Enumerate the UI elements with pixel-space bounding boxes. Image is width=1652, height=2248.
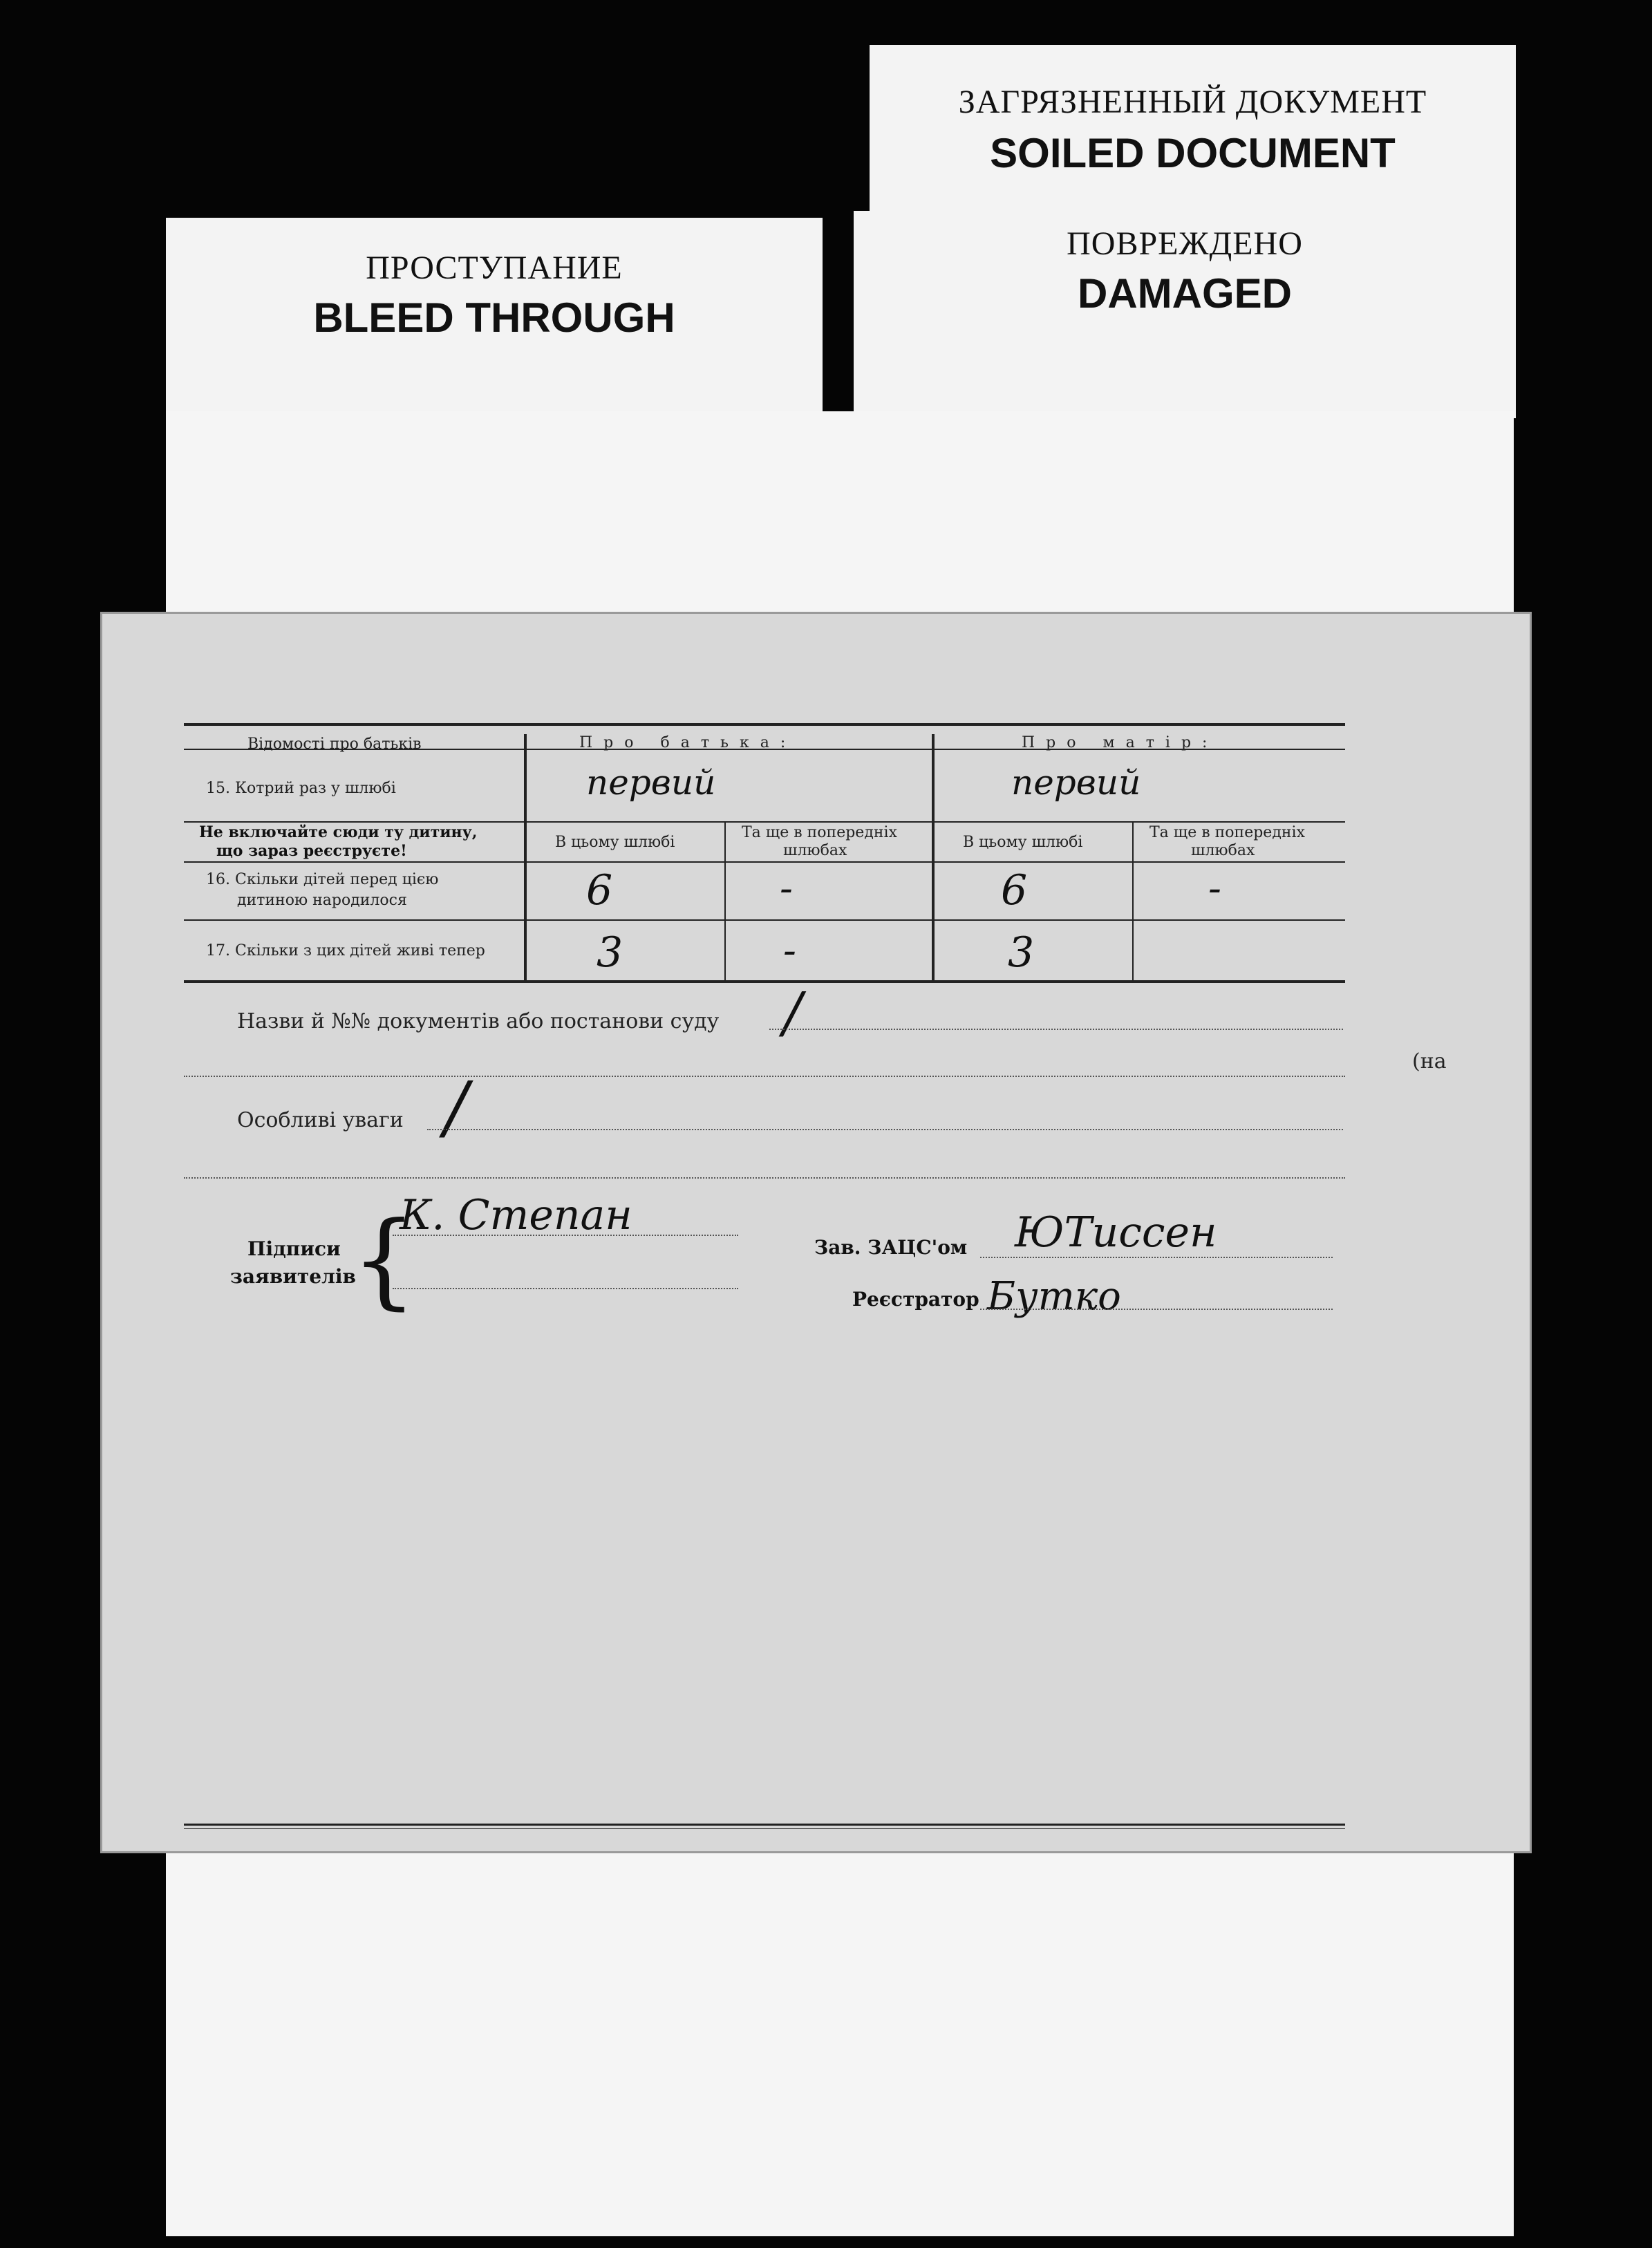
table-column-rule <box>524 734 527 983</box>
row17-father-prev: - <box>783 928 796 973</box>
edge-note: (на <box>1412 1049 1447 1074</box>
mother-this-marriage: В цьому шлюбі <box>963 834 1083 851</box>
damaged-card <box>854 211 1516 418</box>
table-column-rule <box>1132 821 1134 982</box>
signature-line <box>980 1309 1333 1310</box>
bleed-label-en: BLEED THROUGH <box>313 294 675 341</box>
documents-value: / <box>783 980 802 1045</box>
row17-label: 17. Скільки з цих дітей живі тепер <box>206 942 485 959</box>
table-rule <box>184 861 1345 863</box>
applicant-signature: К. Степан <box>400 1191 632 1239</box>
soiled-document-card <box>870 45 1516 218</box>
registration-form <box>100 612 1532 1853</box>
fill-line <box>184 1177 1345 1179</box>
signatures-brace: { <box>351 1200 417 1320</box>
bleed-through-card <box>166 218 823 418</box>
signature-line <box>393 1235 738 1236</box>
note-line1: Не включайте сюди ту дитину, <box>199 823 478 841</box>
row15-label: 15. Котрий раз у шлюбі <box>206 780 396 797</box>
fill-line <box>769 1029 1343 1030</box>
header-mother: Про матір: <box>1022 734 1219 751</box>
father-prev-line1: Та ще в попередніх <box>742 824 897 841</box>
bleed-label-ru: ПРОСТУПАНИЕ <box>366 250 623 286</box>
row16-label-line2: дитиною народилося <box>237 892 407 909</box>
row17-mother-this: 3 <box>1008 928 1035 977</box>
fill-line <box>427 1129 1343 1130</box>
bottom-rule <box>184 1824 1345 1826</box>
row16-mother-this: 6 <box>1001 866 1028 915</box>
mother-prev-line2: шлюбах <box>1191 842 1255 859</box>
note-line2: що зараз реєструєте! <box>216 842 407 860</box>
soiled-label-ru: ЗАГРЯЗНЕННЫЙ ДОКУМЕНТ <box>958 84 1427 120</box>
father-prev-line2: шлюбах <box>783 842 847 859</box>
father-this-marriage: В цьому шлюбі <box>555 834 675 851</box>
damaged-label-ru: ПОВРЕЖДЕНО <box>1067 225 1303 262</box>
head-signature: ЮТиссен <box>1015 1208 1217 1257</box>
table-bottom-rule <box>184 980 1345 983</box>
table-column-rule <box>724 821 726 982</box>
signatures-label-line1: Підписи <box>247 1237 341 1260</box>
row16-mother-prev: - <box>1208 866 1221 911</box>
row15-mother-value: первий <box>1011 762 1141 803</box>
registrar-label: Реєстратор <box>852 1288 979 1311</box>
documents-label: Назви й №№ документів або постанови суду <box>237 1009 720 1033</box>
head-label: Зав. ЗАЦС'ом <box>814 1236 968 1259</box>
row17-father-this: 3 <box>597 928 623 977</box>
signatures-label-line2: заявителів <box>230 1265 356 1288</box>
table-rule <box>184 919 1345 921</box>
bottom-rule <box>184 1828 1345 1829</box>
table-column-rule <box>932 734 935 983</box>
header-label: Відомості про батьків <box>247 736 422 753</box>
mother-prev-line1: Та ще в попередніх <box>1149 824 1305 841</box>
row16-label-line1: 16. Скільки дітей перед цією <box>206 871 439 888</box>
registrar-signature: Бутко <box>987 1274 1121 1319</box>
table-top-rule <box>184 723 1345 726</box>
table-rule <box>184 821 1345 823</box>
fill-line <box>184 1076 1345 1077</box>
signature-line <box>980 1257 1333 1258</box>
row16-father-prev: - <box>780 866 793 911</box>
row16-father-this: 6 <box>586 866 613 915</box>
row15-father-value: первий <box>586 762 716 803</box>
remarks-value: / <box>444 1067 468 1148</box>
signature-line <box>393 1288 738 1289</box>
damaged-label-en: DAMAGED <box>1078 270 1292 317</box>
header-father: Про батька: <box>579 734 797 751</box>
remarks-label: Особливі уваги <box>237 1108 404 1132</box>
soiled-label-en: SOILED DOCUMENT <box>990 130 1396 176</box>
